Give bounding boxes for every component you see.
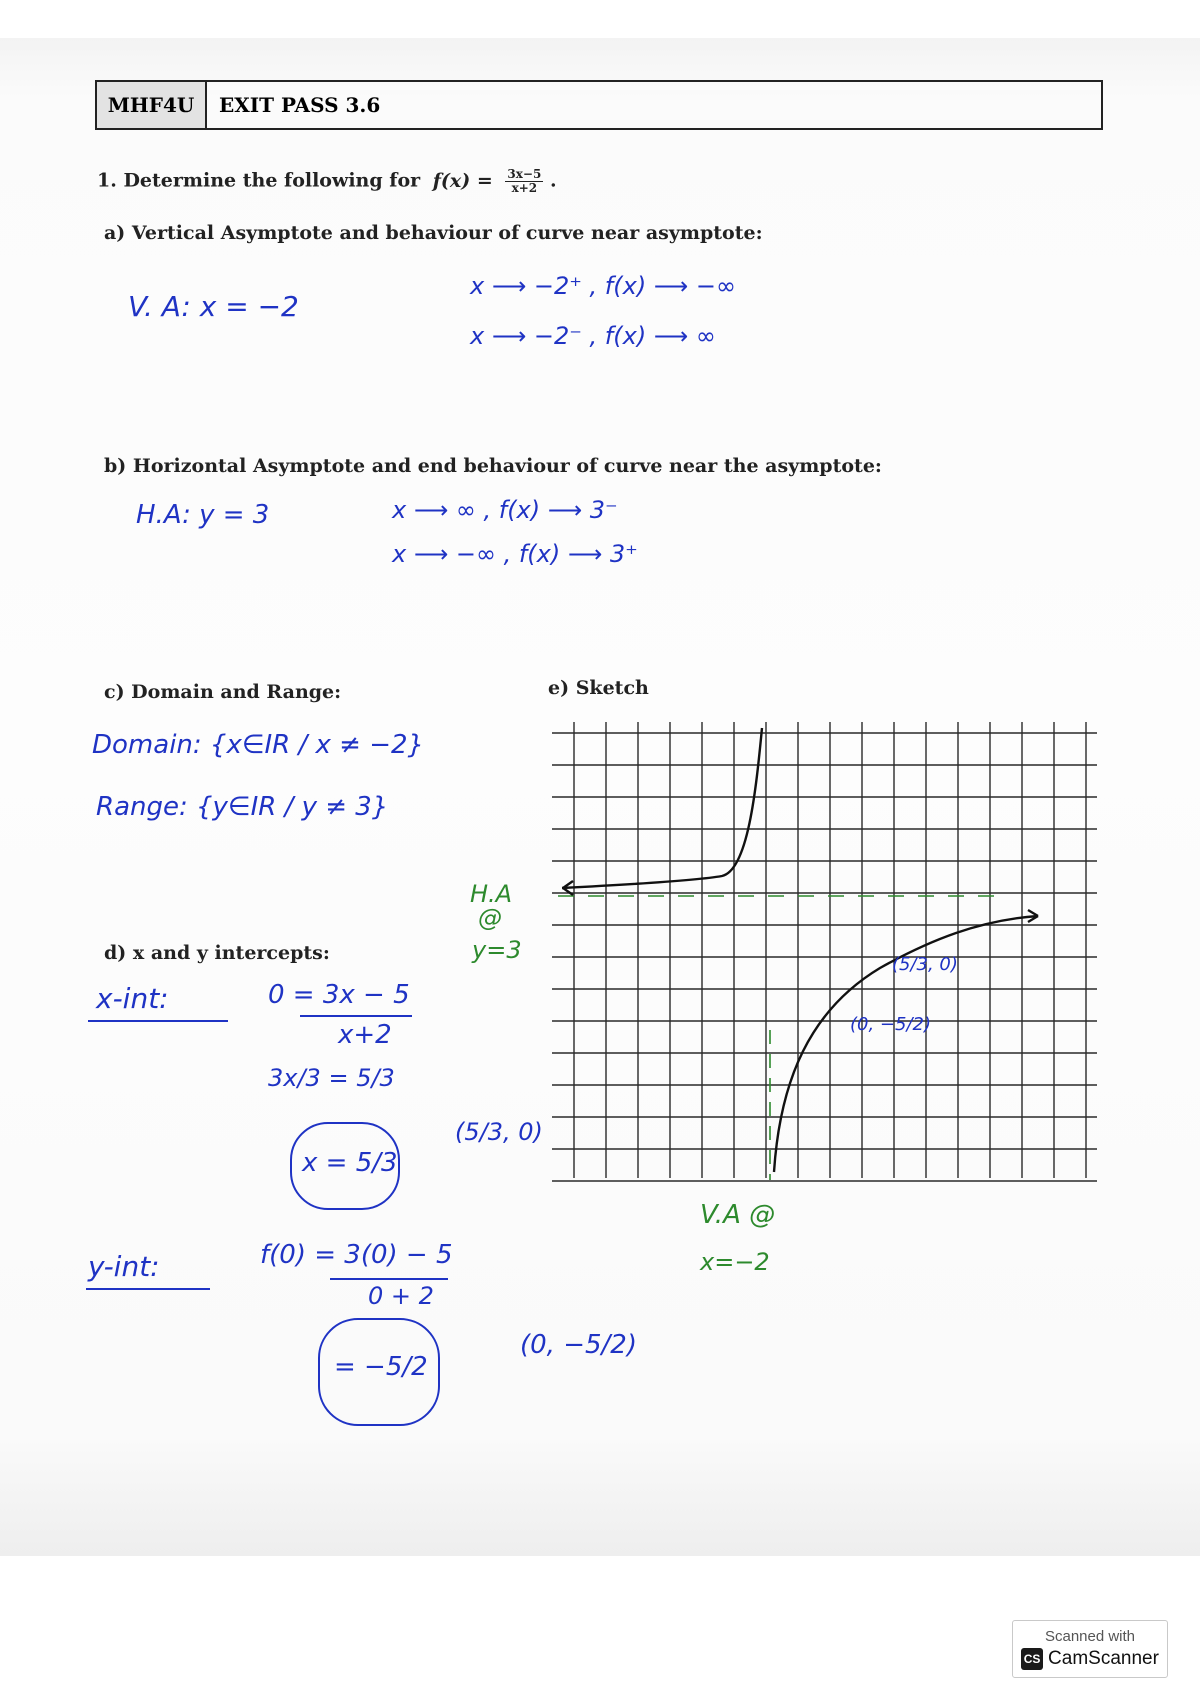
range-answer: Range: {y∈IR / y ≠ 3} (96, 792, 389, 822)
va-note-equation: x=−2 (700, 1248, 770, 1276)
y-int-answer: = −5/2 (334, 1352, 428, 1382)
camscanner-logo-icon: CS (1021, 1648, 1043, 1670)
course-code: MHF4U (97, 82, 207, 128)
va-answer: V. A: x = −2 (128, 290, 299, 323)
y-int-point: (0, −5/2) (520, 1330, 637, 1360)
x-int-answer: x = 5/3 (302, 1148, 398, 1178)
watermark-caption: Scanned with (1044, 1628, 1136, 1645)
x-int-point: (5/3, 0) (455, 1118, 543, 1146)
sketch-grid (552, 722, 1097, 1181)
va-note-label: V.A @ (700, 1200, 776, 1230)
fraction-denominator: x+2 (511, 181, 538, 195)
function-lhs: f(x) = (432, 169, 493, 192)
part-c-prompt: c) Domain and Range: (104, 681, 342, 703)
part-e-prompt: e) Sketch (548, 677, 649, 699)
fraction-numerator: 3x−5 (507, 167, 542, 181)
x-int-label: x-int: (96, 982, 169, 1015)
part-b-prompt: b) Horizontal Asymptote and end behaviour of curve near the asymptote: (104, 455, 882, 477)
y-int-label: y-int: (88, 1250, 160, 1283)
ha-note-at: @ (478, 904, 502, 932)
ha-behaviour-negative: x ⟶ −∞ , f(x) ⟶ 3⁺ (392, 540, 638, 568)
x-int-step2: 3x/3 = 5/3 (268, 1064, 395, 1092)
y-int-step1: f(0) = 3(0) − 5 (260, 1240, 453, 1270)
sketch-y-intercept-label: (0, −5/2) (850, 1014, 931, 1035)
sketch-x-intercept-label: (5/3, 0) (892, 954, 958, 975)
ha-behaviour-positive: x ⟶ ∞ , f(x) ⟶ 3⁻ (392, 496, 618, 524)
va-behaviour-left: x ⟶ −2⁻ , f(x) ⟶ ∞ (470, 322, 716, 350)
x-int-step1: 0 = 3x − 5 (268, 980, 410, 1010)
x-int-step1-denominator: x+2 (338, 1020, 392, 1050)
ha-answer: H.A: y = 3 (136, 500, 270, 530)
y-int-step1-denominator: 0 + 2 (368, 1282, 434, 1310)
part-d-prompt: d) x and y intercepts: (104, 942, 330, 964)
camscanner-watermark (1012, 1620, 1168, 1678)
curve-left-branch (562, 728, 762, 888)
exit-pass-title: EXIT PASS 3.6 (219, 93, 381, 117)
ha-note-label: H.A (470, 880, 513, 908)
ha-note-equation: y=3 (472, 936, 522, 964)
question-prefix: 1. Determine the following for (97, 169, 421, 192)
va-behaviour-right: x ⟶ −2⁺ , f(x) ⟶ −∞ (470, 272, 736, 300)
domain-answer: Domain: {x∈IR / x ≠ −2} (92, 730, 425, 760)
question-suffix: . (549, 169, 557, 192)
watermark-brand: CamScanner (1048, 1648, 1159, 1669)
part-a-prompt: a) Vertical Asymptote and behaviour of curve near asymptote: (104, 222, 763, 244)
